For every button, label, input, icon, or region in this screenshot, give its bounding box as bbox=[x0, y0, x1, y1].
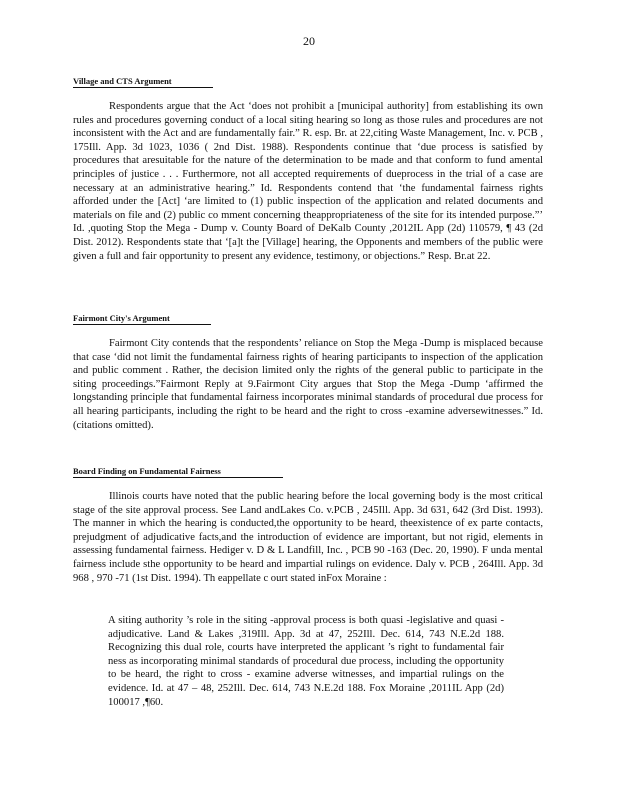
paragraph-text: Fairmont City contends that the respondents’ reliance on Stop the Mega -Dump is misplaced because that case ‘did not limit the fundamental fairness rights of hearing participants to inspection of the application and public comment . Rather, the decision limited only the rights of the general public to participate in the siting proceedings.”Fairmont Reply at 9.Fairmont City argues that Stop the Mega -Dump ‘affirmed the longstanding principle that fundamental fairness incorporates minimal standards of procedural due process for all hearing participants, including the right to be heard and the right to cross -examine adversewitnesses.” Id. (citations omitted). bbox=[73, 338, 543, 431]
section-paragraph-village-cts bbox=[73, 100, 543, 263]
section-paragraph-board-finding bbox=[73, 490, 543, 585]
section-paragraph-fairmont-city bbox=[73, 337, 543, 432]
section-heading-board-finding: Board Finding on Fundamental Fairness bbox=[73, 466, 283, 478]
section-heading-fairmont-city: Fairmont City's Argument bbox=[73, 313, 211, 325]
page-number: 20 bbox=[303, 34, 315, 48]
block-quote-fox-moraine: A siting authority ’s role in the siting -approval process is both quasi -legislative and quasi -adjudicative. Land & Lakes ,319Ill. App. 3d at 47, 252Ill. Dec. 614, 743 N.E.2d 188. Recognizing this dual role, courts have interpreted the applicant ’s right to fundamental fair ness as incorporating minimal standards of procedural due process, including the opportunity to be heard, the right to cross - examine adverse witnesses, and impartial rulings on the evidence. Id. at 47 – 48, 252Ill. Dec. 614, 743 N.E.2d 188. Fox Moraine ,2011IL App (2d) 100017 ,¶60. bbox=[108, 615, 504, 708]
section-heading-village-cts: Village and CTS Argument bbox=[73, 76, 213, 88]
paragraph-text: Respondents argue that the Act ‘does not prohibit a [municipal authority] from establishing its own rules and procedures governing conduct of a local siting hearing so long as those rules and procedures are not inconsistent with the Act and are fundamentally fair.” R. esp. Br. at 22,citing Waste Management, Inc. v. PCB , 175Ill. App. 3d 1023, 1036 ( 2nd Dist. 1988). Respondents continue that ‘due process is satisfied by procedures that aresuitable for the nature of the determination to be made and that conform to fund amental principles of justice . . . Furthermore, not all accepted requirements of dueprocess in the trial of a case are necessary at an administrative hearing.” Id. Respondents contend that ‘the fundamental fairness rights afforded under the [Act] ‘are limited to (1) public inspection of the application and related documents and materials on file and (2) public co mment concerning theappropriateness of the site for its intended purpose.”’ Id. ,quoting Stop the Mega - Dump v. County Board of DeKalb County ,2012IL App (2d) 110579, ¶ 43 (2d Dist. 2012). Respondents state that ‘[a]t the [Village] hearing, the Opponents and members of the public were given a full and fair opportunity to present any evidence, testimony, or objections.” Resp. Br.at 22. bbox=[73, 101, 543, 262]
paragraph-text: Illinois courts have noted that the public hearing before the local governing body is the most critical stage of the site approval process. See Land andLakes Co. v.PCB , 245Ill. App. 3d 631, 642 (3rd Dist. 1993). The manner in which the hearing is conducted,the opportunity to be heard, theexistence of ex parte contacts, prejudgment of adjudicative facts,and the introduction of evidence are important, but not rigid, elements in assessing fundamental fairness. Hediger v. D & L Landfill, Inc. , PCB 90 -163 (Dec. 20, 1990). F unda mental fairness include sthe opportunity to be heard and impartial rulings on evidence. Daly v. PCB , 264Ill. App. 3d 968 , 970 -71 (1st Dist. 1994). Th eappellate c ourt stated inFox Moraine : bbox=[73, 491, 543, 584]
